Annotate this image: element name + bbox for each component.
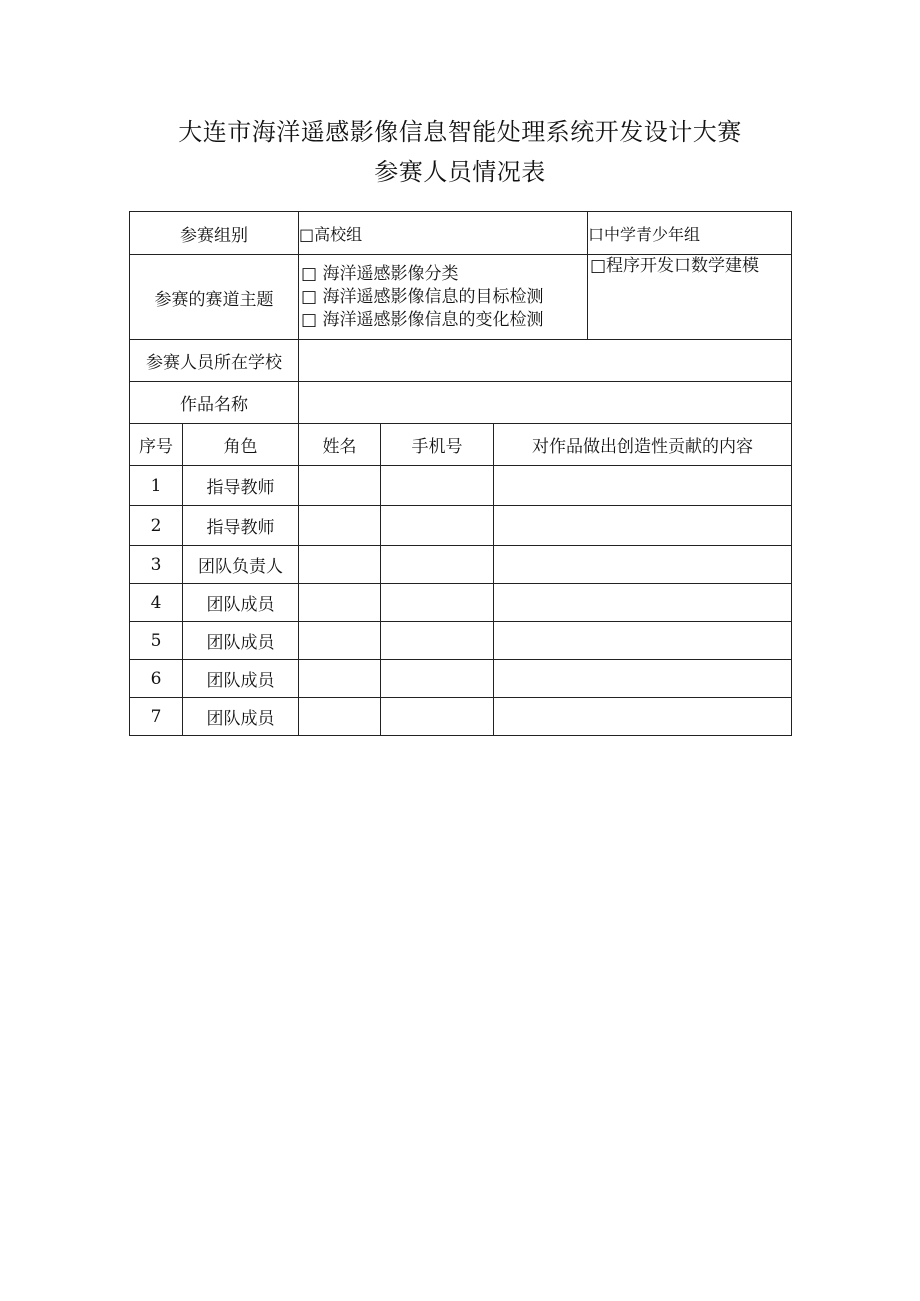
track-label: 参赛的赛道主题 (130, 255, 299, 340)
header-contribution: 对作品做出创造性贡献的内容 (494, 424, 792, 466)
member-name-cell[interactable] (299, 506, 381, 546)
member-role: 指导教师 (183, 466, 299, 506)
university-group-checkbox[interactable]: □高校组 (299, 224, 363, 244)
member-row (130, 698, 792, 736)
member-role: 团队成员 (183, 622, 299, 660)
member-name-cell[interactable] (299, 584, 381, 622)
member-row (130, 466, 792, 506)
member-role: 团队成员 (183, 698, 299, 736)
member-name-cell[interactable] (299, 546, 381, 584)
header-no: 序号 (130, 424, 183, 466)
member-row (130, 584, 792, 622)
member-role: 团队成员 (183, 660, 299, 698)
member-phone-cell[interactable] (381, 698, 494, 736)
member-no: 1 (130, 466, 183, 506)
member-no: 4 (130, 584, 183, 622)
group-row (130, 212, 792, 255)
member-row (130, 622, 792, 660)
member-name-cell[interactable] (299, 622, 381, 660)
member-row (130, 660, 792, 698)
school-label: 参赛人员所在学校 (130, 340, 299, 382)
group-label: 参赛组别 (130, 212, 299, 255)
member-contribution-cell[interactable] (494, 546, 792, 584)
member-phone-cell[interactable] (381, 660, 494, 698)
header-role: 角色 (183, 424, 299, 466)
header-name: 姓名 (299, 424, 381, 466)
member-contribution-cell[interactable] (494, 622, 792, 660)
member-no: 2 (130, 506, 183, 546)
work-name-row (130, 382, 792, 424)
member-role: 团队成员 (183, 584, 299, 622)
members-header-row (130, 424, 792, 466)
work-name-label: 作品名称 (130, 382, 299, 424)
school-row (130, 340, 792, 382)
member-phone-cell[interactable] (381, 584, 494, 622)
track-option-target-detection[interactable]: □ 海洋遥感影像信息的目标检测 (301, 286, 544, 307)
group-option-university-cell (299, 212, 588, 255)
member-no: 7 (130, 698, 183, 736)
member-name-cell[interactable] (299, 698, 381, 736)
track-method-options[interactable]: □程序开发口数学建模 (590, 256, 760, 276)
track-option-change-detection[interactable]: □ 海洋遥感影像信息的变化检测 (301, 309, 544, 330)
member-role: 指导教师 (183, 506, 299, 546)
header-phone: 手机号 (381, 424, 494, 466)
middle-school-group-checkbox[interactable]: 口中学青少年组 (588, 224, 701, 244)
member-no: 6 (130, 660, 183, 698)
member-no: 5 (130, 622, 183, 660)
member-no: 3 (130, 546, 183, 584)
member-row (130, 546, 792, 584)
member-contribution-cell[interactable] (494, 584, 792, 622)
member-role: 团队负责人 (183, 546, 299, 584)
member-phone-cell[interactable] (381, 622, 494, 660)
member-name-cell[interactable] (299, 660, 381, 698)
member-contribution-cell[interactable] (494, 466, 792, 506)
document-subtitle: 参赛人员情况表 (374, 158, 546, 186)
member-phone-cell[interactable] (381, 466, 494, 506)
member-phone-cell[interactable] (381, 546, 494, 584)
document-title: 大连市海洋遥感影像信息智能处理系统开发设计大赛 (178, 118, 742, 146)
school-input-cell[interactable] (299, 340, 792, 382)
member-contribution-cell[interactable] (494, 698, 792, 736)
track-row (130, 255, 792, 340)
track-method-cell (588, 255, 792, 340)
group-option-middle-school-cell (588, 212, 792, 255)
registration-form-table (129, 211, 792, 736)
member-contribution-cell[interactable] (494, 660, 792, 698)
track-option-classification[interactable]: □ 海洋遥感影像分类 (301, 263, 459, 284)
member-name-cell[interactable] (299, 466, 381, 506)
member-row (130, 506, 792, 546)
member-phone-cell[interactable] (381, 506, 494, 546)
track-options-cell (299, 255, 588, 340)
member-contribution-cell[interactable] (494, 506, 792, 546)
work-name-input-cell[interactable] (299, 382, 792, 424)
